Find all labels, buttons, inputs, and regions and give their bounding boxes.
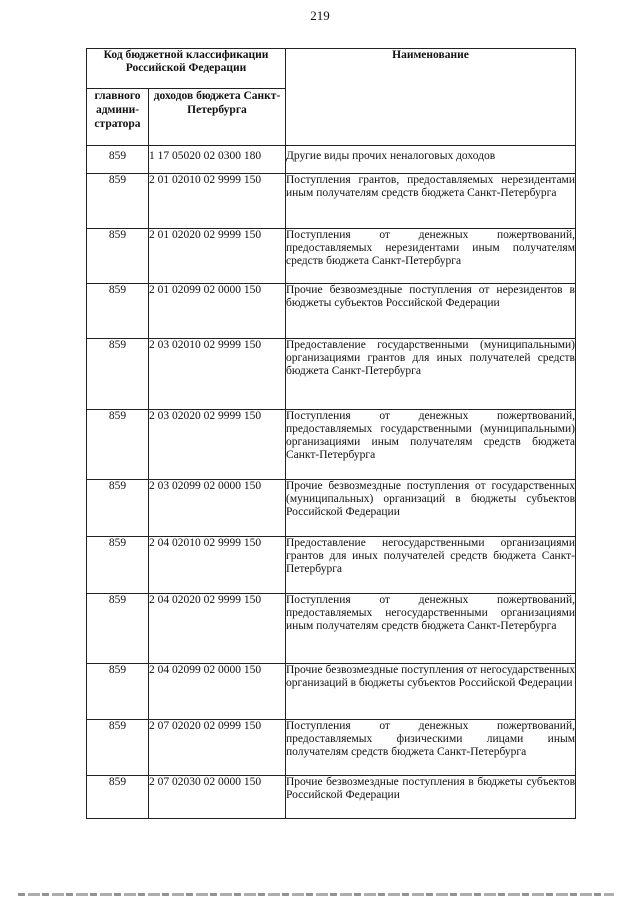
table-row <box>87 537 576 594</box>
table-row <box>87 480 576 537</box>
revenue-code-cell: 2 03 02010 02 9999 150 <box>149 339 286 410</box>
admin-code-cell: 859 <box>87 480 149 537</box>
table-row <box>87 229 576 284</box>
admin-code-cell: 859 <box>87 284 149 339</box>
header-code-group: Код бюджетной классификации Российской Федерации <box>87 49 286 89</box>
revenue-code-cell: 2 01 02099 02 0000 150 <box>149 284 286 339</box>
scan-edge-mark <box>18 893 614 896</box>
header-admin: главного админи-стратора <box>87 89 149 146</box>
admin-code-cell: 859 <box>87 594 149 664</box>
revenue-code-cell: 2 04 02020 02 9999 150 <box>149 594 286 664</box>
name-cell: Поступления от денежных пожертвований, предоставляемых физическими лицами иным получателям средств бюджета Санкт-Петербурга <box>286 720 576 776</box>
name-cell: Другие виды прочих неналоговых доходов <box>286 146 576 174</box>
admin-code-cell: 859 <box>87 174 149 229</box>
admin-code-cell: 859 <box>87 146 149 174</box>
admin-code-cell: 859 <box>87 664 149 720</box>
name-cell: Поступления от денежных пожертвований, предоставляемых негосударственными организациями иным получателям средств бюджета Санкт-Петербурга <box>286 594 576 664</box>
table-row <box>87 664 576 720</box>
revenue-code-cell: 2 04 02099 02 0000 150 <box>149 664 286 720</box>
revenue-code-cell: 2 03 02020 02 9999 150 <box>149 410 286 480</box>
name-cell: Поступления грантов, предоставляемых нерезидентами иным получателям средств бюджета Санкт-Петербурга <box>286 174 576 229</box>
header-name: Наименование <box>286 49 576 146</box>
name-cell: Предоставление государственными (муниципальными) организациями грантов для иных получателей средств бюджета Санкт-Петербурга <box>286 339 576 410</box>
budget-classification-table <box>86 48 576 819</box>
table-row <box>87 146 576 174</box>
table-row <box>87 174 576 229</box>
header-revenue: доходов бюджета Санкт-Петербурга <box>149 89 286 146</box>
revenue-code-cell: 2 07 02030 02 0000 150 <box>149 776 286 819</box>
table-row <box>87 776 576 819</box>
revenue-code-cell: 2 01 02020 02 9999 150 <box>149 229 286 284</box>
name-cell: Прочие безвозмездные поступления от нерезидентов в бюджеты субъектов Российской Федерации <box>286 284 576 339</box>
name-cell: Поступления от денежных пожертвований, предоставляемых государственными (муниципальными) организациями иным получателям средств бюджета Санкт-Петербурга <box>286 410 576 480</box>
table-row <box>87 284 576 339</box>
revenue-code-cell: 2 03 02099 02 0000 150 <box>149 480 286 537</box>
name-cell: Прочие безвозмездные поступления в бюджеты субъектов Российской Федерации <box>286 776 576 819</box>
table-row <box>87 339 576 410</box>
name-cell: Предоставление негосударственными организациями грантов для иных получателей средств бюджета Санкт-Петербурга <box>286 537 576 594</box>
name-cell: Прочие безвозмездные поступления от государственных (муниципальных) организаций в бюджеты субъектов Российской Федерации <box>286 480 576 537</box>
name-cell: Прочие безвозмездные поступления от негосударственных организаций в бюджеты субъектов Российской Федерации <box>286 664 576 720</box>
revenue-code-cell: 2 01 02010 02 9999 150 <box>149 174 286 229</box>
admin-code-cell: 859 <box>87 776 149 819</box>
admin-code-cell: 859 <box>87 537 149 594</box>
table-row <box>87 594 576 664</box>
admin-code-cell: 859 <box>87 720 149 776</box>
admin-code-cell: 859 <box>87 339 149 410</box>
admin-code-cell: 859 <box>87 229 149 284</box>
revenue-code-cell: 2 04 02010 02 9999 150 <box>149 537 286 594</box>
revenue-code-cell: 2 07 02020 02 0999 150 <box>149 720 286 776</box>
table-row <box>87 720 576 776</box>
table-row <box>87 410 576 480</box>
page-number: 219 <box>310 8 330 23</box>
admin-code-cell: 859 <box>87 410 149 480</box>
name-cell: Поступления от денежных пожертвований, предоставляемых нерезидентами иным получателям средств бюджета Санкт-Петербурга <box>286 229 576 284</box>
revenue-code-cell: 1 17 05020 02 0300 180 <box>149 146 286 174</box>
